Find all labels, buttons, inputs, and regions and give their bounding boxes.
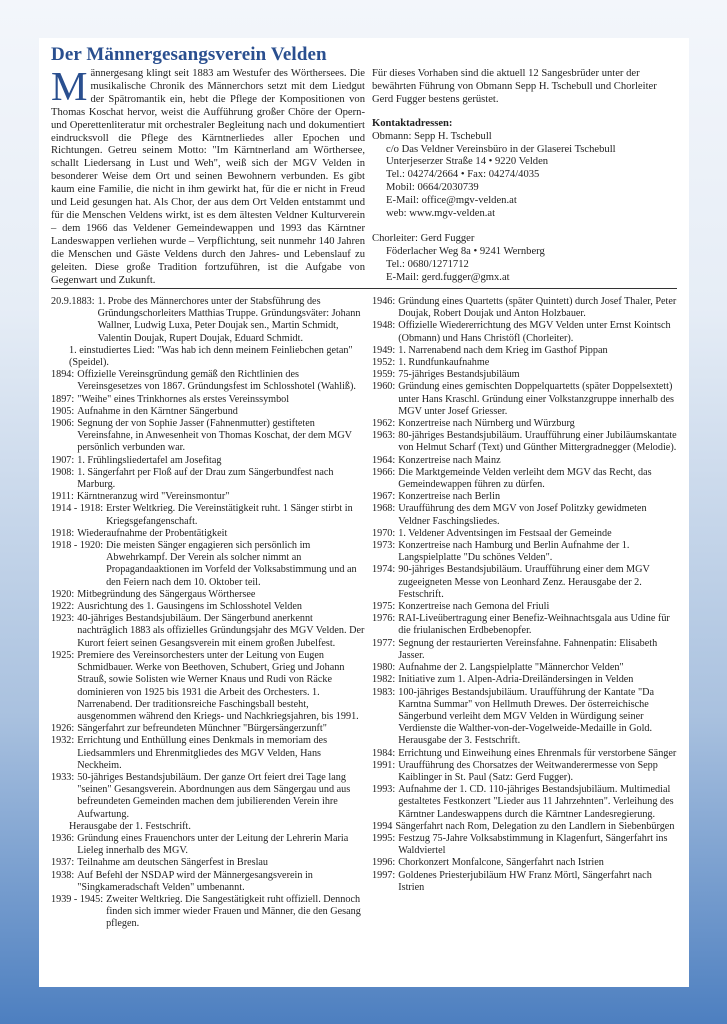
timeline-text: Aufnahme der 1. CD. 110-jähriges Bestandsjubiläum. Multimedial gestaltetes Festkonzert "Lieder aus 11 Jahrzehnten". Verleihung des Kärntner Landeswappens durch die Kärntner Landesregierung. xyxy=(398,784,674,820)
timeline-entry xyxy=(372,748,680,760)
timeline-text: Aufnahme in den Kärntner Sängerbund xyxy=(77,405,238,417)
timeline-right-column xyxy=(372,296,680,894)
timeline-text: Segnung der restaurierten Vereinsfahne. Fahnenpatin: Elisabeth Jasser. xyxy=(398,637,658,661)
timeline-text: Wiederaufnahme der Probentätigkeit xyxy=(77,527,228,539)
timeline-entry xyxy=(372,381,680,418)
chorleiter-address-line: Föderlacher Weg 8a • 9241 Wernberg xyxy=(386,245,545,257)
chorleiter-email[interactable]: E-Mail: gerd.fugger@gmx.at xyxy=(386,271,510,283)
timeline-entry xyxy=(51,467,365,491)
chorleiter-phone: Tel.: 0680/1271712 xyxy=(386,258,469,270)
obmann-web[interactable]: web: www.mgv-velden.at xyxy=(386,208,496,220)
timeline-year: 1997: xyxy=(372,869,396,881)
timeline-entry xyxy=(51,894,365,931)
timeline-year: 1922: xyxy=(51,601,75,613)
timeline-entry xyxy=(51,369,365,393)
timeline-entry xyxy=(51,821,365,833)
timeline-entry xyxy=(372,345,680,357)
timeline-text: 1. Rundfunkaufnahme xyxy=(398,357,490,369)
timeline-text: "Weihe" eines Trinkhornes als erstes Vereinssymbol xyxy=(77,393,290,405)
timeline-text: 90-jähriges Bestandsjubiläum. Uraufführung einer dem MGV zugeeigneten Messe von Leonhard Zenz. Herausgabe der 2. Festschrift. xyxy=(398,564,650,600)
timeline-year: 1936: xyxy=(51,832,75,844)
timeline-text: Mitbegründung des Sängergaus Wörthersee xyxy=(77,588,256,600)
timeline-entry xyxy=(51,650,365,723)
timeline-text: Die meisten Sänger engagieren sich persönlich im Abwehrkampf. Der Verein als solcher nimmt an Propagandaaktionen im Vorfeld der Volksabstimmung und an den Feiern nach dem 10. Oktober teil. xyxy=(106,540,357,588)
chorleiter-address xyxy=(372,246,678,285)
timeline-text: 1. einstudiertes Lied: "Was hab ich denn meinem Feinliebchen getan" (Speidel). xyxy=(69,344,353,369)
obmann-label: Obmann: xyxy=(372,130,412,142)
timeline-text: Gründung eines gemischten Doppelquartetts (später Doppelsextett) unter Hans Kraschl. Gründung einer Volkstanzgruppe innerhalb des MGV unter Josef Griesser. xyxy=(398,381,674,417)
timeline-year: 1907: xyxy=(51,454,75,466)
timeline-year: 1976: xyxy=(372,613,396,625)
obmann-address-line: c/o Das Veldner Vereinsbüro in der Glaserei Tschebull xyxy=(386,143,616,155)
timeline-text: Initiative zum 1. Alpen-Adria-Dreiländersingen in Velden xyxy=(398,674,634,686)
timeline-year: 1914 - 1918: xyxy=(51,503,104,515)
timeline-entry xyxy=(372,687,680,748)
dropcap-letter: M xyxy=(51,63,88,109)
chorleiter-name: Gerd Fugger xyxy=(420,232,475,244)
timeline-text: Goldenes Priesterjubiläum HW Franz Mörtl, Sängerfahrt nach Istrien xyxy=(398,869,652,893)
timeline-entry xyxy=(372,857,680,869)
page-title: Der Männergesangsverein Velden xyxy=(51,44,327,65)
timeline-year: 1906: xyxy=(51,418,75,430)
obmann-address-line: Unterjeserzer Straße 14 • 9220 Velden xyxy=(386,156,549,168)
timeline-entry xyxy=(51,394,365,406)
timeline-text: Errichtung und Enthüllung eines Denkmals in memoriam des Liedsammlers und Ehrenmitgliedes des MGV Velden, Hans Neckheim. xyxy=(77,735,328,771)
timeline-entry xyxy=(372,467,680,491)
timeline-year: 1966: xyxy=(372,466,396,478)
timeline-entry xyxy=(372,833,680,857)
timeline-year: 1983: xyxy=(372,686,396,698)
timeline-text: Teilnahme am deutschen Sängerfest in Breslau xyxy=(77,857,269,869)
timeline-year: 1975: xyxy=(372,601,396,613)
timeline-year: 1962: xyxy=(372,418,396,430)
timeline-year: 1959: xyxy=(372,369,396,381)
timeline-entry xyxy=(372,760,680,784)
timeline-entry xyxy=(51,772,365,821)
timeline-year: 1923: xyxy=(51,613,75,625)
timeline-year: 1908: xyxy=(51,466,75,478)
timeline-year: 1977: xyxy=(372,637,396,649)
timeline-text: Kärntneranzug wird "Vereinsmontur" xyxy=(76,491,230,503)
timeline-text: 1. Probe des Männerchores unter der Stabsführung des Gründungschorleiters Matthias Truppe. Gründungsväter: Johann Wallner, Ludwig Luxa, Peter Doujak sen., Martin Schmidt, Valentin Doujak, Rupert Doujak, Eduard Schmidt. xyxy=(97,296,361,344)
timeline-entry xyxy=(51,528,365,540)
timeline-entry xyxy=(372,564,680,601)
timeline-text: Die Marktgemeinde Velden verleiht dem MGV das Recht, das Gemeindewappen führen zu dürfen. xyxy=(398,466,652,491)
timeline-year: 1894: xyxy=(51,369,75,381)
timeline-entry xyxy=(51,491,365,503)
timeline-entry xyxy=(51,418,365,455)
timeline-year: 1897: xyxy=(51,393,75,405)
timeline-entry xyxy=(372,528,680,540)
timeline-entry xyxy=(372,357,680,369)
timeline-entry xyxy=(372,613,680,637)
timeline-year: 1949: xyxy=(372,344,396,356)
timeline-text: Uraufführung des Chorsatzes der Weitwanderermesse von Sepp Kaiblinger in St. Paul (Satz: Gerd Fugger). xyxy=(398,759,658,783)
timeline-text: 40-jähriges Bestandsjubiläum. Der Sängerbund anerkennt nachträglich 1883 als offizielles Gründungsjahr des MGV Velden. Der Kurort feiert seinen Gesangsverein mit einem großen Jubelfest. xyxy=(77,613,365,649)
timeline-text: Konzertreise nach Mainz xyxy=(398,454,501,466)
timeline-entry xyxy=(372,662,680,674)
timeline-entry xyxy=(372,638,680,662)
timeline-text: Herausgabe der 1. Festschrift. xyxy=(69,820,191,832)
timeline-entry xyxy=(51,735,365,772)
timeline-text: Aufnahme der 2. Langspielplatte "Männerchor Velden" xyxy=(398,662,624,674)
timeline-year: 1970: xyxy=(372,527,396,539)
timeline-year: 1926: xyxy=(51,723,75,735)
timeline-year: 1984: xyxy=(372,747,396,759)
timeline-year: 20.9.1883: xyxy=(51,296,95,307)
timeline-text: Uraufführung des dem MGV von Josef Politzky gewidmeten Veldner Faschingsliedes. xyxy=(398,503,647,527)
timeline-text: Premiere des Vereinsorchesters unter der Leitung von Eugen Schmidbauer. Werke von Beethoven, Schubert, Grieg und Johann Strauß, sowie Solisten wie Werner Knaus und Rudi von Räcke dominieren von 1925 bis 1931 die Arbeit des Orchesters. 1. Narrenabend. Der traditionsreiche Faschingsball besteht, ausgenommen während den Kriegs- und Nachkriegsjahren, bis 1991. xyxy=(77,649,359,722)
timeline-text: 100-jähriges Bestandsjubiläum. Uraufführung der Kantate "Da Karntna Summar" von Hellmuth Drewes. Der österreichische Sängerbund verleiht dem MGV Velden in Würdigung seiner Verdienste die Walther-von-der-Vogelweide-Medaille in Gold. Herausgabe der 3. Festschrift. xyxy=(398,686,654,747)
timeline-entry xyxy=(372,418,680,430)
contact-column xyxy=(372,68,678,285)
obmann-mobile: Mobil: 0664/2030739 xyxy=(386,182,479,194)
timeline-text: Konzertreise nach Gemona del Friuli xyxy=(398,601,550,613)
timeline-text: Konzertreise nach Hamburg und Berlin Aufnahme der 1. Langspielplatte "Du schönes Velden". xyxy=(398,540,630,564)
section-divider xyxy=(51,288,677,289)
timeline-year: 1993: xyxy=(372,784,396,796)
timeline-text: Ausrichtung des 1. Gausingens im Schlosshotel Velden xyxy=(77,601,302,613)
timeline-year: 1974: xyxy=(372,564,396,576)
timeline-text: Segnung der von Sophie Jasser (Fahnenmutter) gestifteten Vereinsfahne, in Anwesenheit von Thomas Koschat, der dem MGV persönlich verbunden war. xyxy=(77,418,352,454)
timeline-text: 1. Sängerfahrt per Floß auf der Drau zum Sängerbundfest nach Marburg. xyxy=(77,466,334,491)
timeline-text: 80-jähriges Bestandsjubiläum. Uraufführung einer Jubiläumskantate von Helmut Scharf (Text) und Günther Mittergradnegger (Melodie). xyxy=(398,430,677,454)
chorleiter-line xyxy=(372,233,678,246)
timeline-entry xyxy=(372,430,680,454)
timeline-entry xyxy=(372,601,680,613)
timeline-entry xyxy=(372,540,680,564)
timeline-text: RAI-Liveübertragung einer Benefiz-Weihnachtsgala aus Udine für die friulanischen Erdbebenopfer. xyxy=(398,613,670,637)
obmann-phone: Tel.: 04274/2664 • Fax: 04274/4035 xyxy=(386,169,540,181)
timeline-year: 1939 - 1945: xyxy=(51,893,104,905)
timeline-entry xyxy=(51,406,365,418)
timeline-year: 1994 xyxy=(372,820,393,832)
timeline-text: Sängerfahrt nach Rom, Delegation zu den Landlern in Siebenbürgen xyxy=(395,820,675,832)
timeline-year: 1982: xyxy=(372,674,396,686)
timeline-text: Konzertreise nach Berlin xyxy=(398,491,501,503)
timeline-entry xyxy=(372,296,680,320)
chorleiter-label: Chorleiter: xyxy=(372,232,418,244)
timeline-entry xyxy=(372,870,680,894)
timeline-text: 50-jähriges Bestandsjubiläum. Der ganze Ort feiert drei Tage lang "seinen" Gesangsverein. Abordnungen aus dem Sängergau und aus befreundeten Gemeinden machen dem jubilierenden Verein ihre Aufwartung. xyxy=(77,771,351,820)
timeline-text: Zweiter Weltkrieg. Die Sangestätigkeit ruht offiziell. Dennoch finden sich immer wieder Frauen und Männer, die den Gesang pflegen. xyxy=(106,893,361,930)
timeline-year: 1933: xyxy=(51,771,75,783)
timeline-entry xyxy=(51,870,365,894)
timeline-year: 1911: xyxy=(51,491,74,503)
timeline-text: 1. Narrenabend nach dem Krieg im Gasthof Pippan xyxy=(398,344,608,356)
timeline-entry xyxy=(51,601,365,613)
timeline-text: 1. Veldener Adventsingen im Festsaal der Gemeinde xyxy=(398,527,612,539)
timeline-year: 1963: xyxy=(372,430,396,442)
timeline-text: Offizielle Vereinsgründung gemäß den Richtlinien des Vereinsgesetzes von 1867. Gründungsfest im Schlosshotel (Wahliß). xyxy=(77,369,356,393)
timeline-text: Konzertreise nach Nürnberg und Würzburg xyxy=(398,418,575,430)
obmann-email[interactable]: E-Mail: office@mgv-velden.at xyxy=(386,195,517,207)
timeline-entry xyxy=(372,491,680,503)
timeline-entry xyxy=(372,320,680,344)
timeline-text: 75-jähriges Bestandsjubiläum xyxy=(398,369,520,381)
timeline-year: 1973: xyxy=(372,540,396,552)
timeline-entry xyxy=(372,503,680,527)
timeline-year: 1932: xyxy=(51,735,75,747)
timeline-year: 1946: xyxy=(372,296,396,307)
timeline-entry xyxy=(51,833,365,857)
timeline-entry xyxy=(372,784,680,821)
timeline-text: 1. Frühlingsliedertafel am Josefitag xyxy=(77,454,222,466)
timeline-year: 1918 - 1920: xyxy=(51,540,104,552)
intro-text: ännergesang klingt seit 1883 am Westufer des Wörthersees. Die musikalische Chronik des Männerchors setzt mit dem Liedgut der Spätromantik ein, hebt die Pflege der Kompositionen von Thomas Koschat hervor, weist die Aufführung großer Chöre der Opern- und Operettenliteratur mit orchestraler Begleitung nach und dokumentiert eindrucksvoll die Pflege des Kärntnerliedes aller Epochen und Richtungen. Getreu seinem Motto: "Im Kärntnerland am Wörthersee, schallt Liedersang in Lust und Weh", weiß sich der MGV Velden in besonderer Weise dem Ort und seinen Bewohnern verbunden. Es gibt kaum eine Familie, die nicht in ihm gewirkt hat, für die er nicht in Freud und Leid gesungen hat. Als Chor, der aus dem Ort Velden entstammt und für die Menschen Veldens wirkt, ist es dem ältesten Veldner Kulturverein – dem 1966 das Veldener Gemeindewappen und 1993 das Kärntner Landeswappen verliehen wurde – Verpflichtung, seit nunmehr 140 Jahren die Menschen und Gäste Veldens durch den Jahres- und Lebenslauf zu geleiten. Diese große Tradition fortzuführen, ist die Aufgabe von Gegenwart und Zukunft. xyxy=(51,68,365,286)
timeline-year: 1964: xyxy=(372,454,396,466)
timeline-entry xyxy=(372,821,680,833)
timeline-entry xyxy=(372,455,680,467)
timeline-entry xyxy=(51,540,365,589)
timeline-year: 1920: xyxy=(51,588,75,600)
contact-heading: Kontaktadressen: xyxy=(372,117,453,129)
obmann-address xyxy=(372,144,678,221)
timeline-year: 1996: xyxy=(372,857,396,869)
timeline-year: 1948: xyxy=(372,320,396,332)
obmann-line xyxy=(372,131,678,144)
timeline-text: Offizielle Wiedererrichtung des MGV Velden unter Ernst Kointsch (Obmann) und Hans Christöfl (Chorleiter). xyxy=(398,320,671,344)
timeline-text: Sängerfahrt zur befreundeten Münchner "Bürgersängerzunft" xyxy=(77,723,327,735)
timeline-text: Gründung eines Frauenchors unter der Leitung der Lehrerin Maria Lieleg innerhalb des MGV. xyxy=(77,832,349,857)
timeline-entry xyxy=(372,674,680,686)
timeline-year: 1968: xyxy=(372,503,396,515)
timeline-entry xyxy=(51,589,365,601)
intro-paragraph xyxy=(51,63,365,287)
timeline-entry xyxy=(51,296,365,345)
timeline-year: 1925: xyxy=(51,649,75,661)
document-page xyxy=(39,38,689,987)
timeline-text: Erster Weltkrieg. Die Vereinstätigkeit ruht. 1 Sänger stirbt in Kriegsgefangenschaft. xyxy=(106,503,353,527)
timeline-entry xyxy=(51,857,365,869)
timeline-year: 1980: xyxy=(372,662,396,674)
timeline-year: 1967: xyxy=(372,491,396,503)
timeline-entry xyxy=(51,503,365,527)
timeline-year: 1995: xyxy=(372,832,396,844)
timeline-left-column xyxy=(51,296,365,931)
timeline-year: 1937: xyxy=(51,857,75,869)
timeline-entry xyxy=(372,369,680,381)
obmann-name: Sepp H. Tschebull xyxy=(414,130,492,142)
timeline-year: 1905: xyxy=(51,405,75,417)
timeline-year: 1918: xyxy=(51,527,75,539)
timeline-year: 1938: xyxy=(51,869,75,881)
timeline-text: Festzug 75-Jahre Volksabstimmung in Klagenfurt, Sängerfahrt ins Waldviertel xyxy=(398,832,668,857)
timeline-year: 1960: xyxy=(372,381,396,393)
timeline-text: Errichtung und Einweihung eines Ehrenmals für verstorbene Sänger xyxy=(398,747,677,759)
timeline-entry xyxy=(51,723,365,735)
timeline-year: 1991: xyxy=(372,759,396,771)
timeline-entry xyxy=(51,345,365,369)
timeline-entry xyxy=(51,455,365,467)
timeline-text: Gründung eines Quartetts (später Quintett) durch Josef Thaler, Peter Doujak, Robert Doujak und Anton Holzbauer. xyxy=(398,296,677,320)
timeline-text: Chorkonzert Monfalcone, Sängerfahrt nach Istrien xyxy=(398,857,604,869)
right-intro-text: Für dieses Vorhaben sind die aktuell 12 Sangesbrüder unter der bewährten Führung von Obmann Sepp H. Tschebull und Chorleiter Gerd Fugger bestens gerüstet. xyxy=(372,68,657,105)
timeline-year: 1952: xyxy=(372,357,396,369)
timeline-entry xyxy=(51,613,365,650)
timeline-text: Auf Befehl der NSDAP wird der Männergesangsverein in "Singkameradschaft Velden" umbenannt. xyxy=(77,869,313,893)
